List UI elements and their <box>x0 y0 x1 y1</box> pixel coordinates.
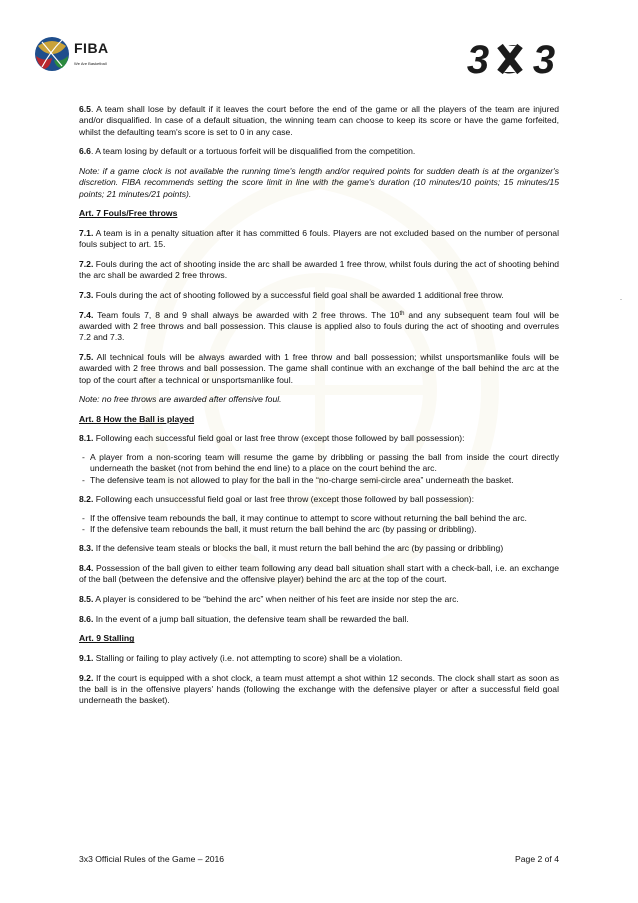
rule-number: 8.2. <box>79 494 94 505</box>
list-item: - A player from a non-scoring team will resume the game by dribbling or passing the ball from inside the court directly underneath the basket (not from behind the end line) to a place on the court behind the arc. <box>79 452 559 475</box>
rule-8-3 <box>79 543 559 554</box>
margin-mark <box>620 299 622 300</box>
rule-text: If the court is equipped with a shot clock, a team must attempt a shot within 12 seconds. The clock shall start as soon as the ball is in the offensive players' hands (following the exchange with the defensive player or after a successful field goal underneath the basket). <box>79 672 559 706</box>
heading-art-8: Art. 8 How the Ball is played <box>79 413 195 424</box>
heading-art-7: Art. 7 Fouls/Free throws <box>79 208 178 219</box>
heading-art-9: Art. 9 Stalling <box>79 633 135 644</box>
rule-text: Team fouls 7, 8 and 9 shall always be awarded with 2 free throws. The 10 <box>93 309 400 320</box>
rule-7-3 <box>79 290 559 301</box>
rule-number: 8.6. <box>79 613 94 624</box>
rule-text: All technical fouls will be always awarded with 1 free throw and ball possession; whilst unsportsmanlike fouls will be awarded with 2 free throws and ball possession. The game shall continue with an exchange of the ball behind the arc at the top of the court after a technical or unsportsmanlike foul. <box>79 351 559 385</box>
list-item: - If the offensive team rebounds the ball, it may continue to attempt to score without returning the ball behind the arc. <box>79 513 559 524</box>
rule-number: 7.1. <box>79 227 94 238</box>
rule-number: 7.5. <box>79 351 94 362</box>
rule-number: 6.6 <box>79 146 91 157</box>
rule-number: 9.1. <box>79 653 94 664</box>
rule-text: . A team shall lose by default if it leaves the court before the end of the game or all the players of the team are injured and/or disqualified. In case of a default situation, the winning team can choose to keep its score or have the game forfeited, whilst the defaulting team's score is set to 0 in any case. <box>79 104 559 137</box>
logo-3x3-icon <box>458 38 562 78</box>
rule-text: A player is considered to be “behind the arc” when neither of his feet are inside nor step the arc. <box>93 594 459 605</box>
rule-7-1 <box>79 228 559 251</box>
fiba-logo <box>32 32 122 76</box>
rule-8-4 <box>79 563 559 586</box>
note-art-6: Note: if a game clock is not available the running time's length and/or required points for sudden death is at the organizer's discretion. FIBA recommends setting the score limit in line with the game's duration (10 minutes/10 points; 15 minutes/15 points; 21 minutes/21 points). <box>79 165 559 199</box>
svg-text:3: 3 <box>532 38 556 78</box>
rule-8-2 <box>79 494 559 505</box>
rule-number: 6.5 <box>79 104 91 114</box>
rule-number: 7.3. <box>79 289 94 300</box>
rule-7-2 <box>79 259 559 282</box>
rule-number: 8.5. <box>79 594 94 605</box>
fiba-wordmark: FIBA <box>74 40 109 56</box>
rule-text: Fouls during the act of shooting inside the arc shall be awarded 1 free throw, whilst fouls during the act of shooting behind the arc shall be awarded 2 free throws. <box>79 258 559 281</box>
rule-8-6 <box>79 614 559 625</box>
rule-text: and any subsequent team foul will be awarded with 2 free throws and ball possession. This clause is applied also to fouls during the act of shooting and overrules 7.2 and 7.3. <box>79 309 559 343</box>
note-art-7: Note: no free throws are awarded after offensive foul. <box>79 394 282 405</box>
rule-8-5 <box>79 594 559 605</box>
rule-text: Following each unsuccessful field goal or last free throw (except those followed by ball possession): <box>93 494 475 505</box>
page-number: Page 2 of 4 <box>515 854 559 864</box>
rules-content <box>79 104 559 715</box>
rule-8-1-list <box>79 452 559 486</box>
rule-number: 9.2. <box>79 672 94 683</box>
rule-number: 8.3. <box>79 543 94 554</box>
rule-9-1 <box>79 653 559 664</box>
rule-text: Possession of the ball given to either team following any dead ball situation shall start with a check-ball, i.e. an exchange of the ball (between the defensive and the offensive player) behind the arc at the top of the court. <box>79 563 559 585</box>
rule-number: 8.4. <box>79 563 94 574</box>
fiba-tagline: We Are Basketball <box>74 61 107 66</box>
rule-number: 8.1. <box>79 433 94 444</box>
rule-7-5 <box>79 352 559 386</box>
logo-3x3 <box>458 38 562 78</box>
rule-text: In the event of a jump ball situation, the defensive team shall be rewarded the ball. <box>93 613 409 624</box>
rule-text: . A team losing by default or a tortuous forfeit will be disqualified from the competition. <box>90 146 416 157</box>
rule-7-4 <box>79 310 559 344</box>
rule-9-2 <box>79 673 559 707</box>
rule-text: Following each successful field goal or last free throw (except those followed by ball possession): <box>93 433 465 444</box>
rule-text: Stalling or failing to play actively (i.e. not attempting to score) shall be a violation. <box>93 653 403 664</box>
rule-text: A team is in a penalty situation after it has committed 6 fouls. Players are not excluded based on the number of personal fouls subject to art. 15. <box>79 227 559 250</box>
rule-text: Fouls during the act of shooting followed by a successful field goal shall be awarded 1 additional free throw. <box>93 289 504 300</box>
rule-number: 7.4. <box>79 309 94 320</box>
rule-number: 7.2. <box>79 258 94 269</box>
superscript: th <box>399 310 405 317</box>
rule-8-2-list <box>79 513 559 536</box>
rule-8-1 <box>79 433 559 444</box>
svg-text:3: 3 <box>466 38 490 78</box>
list-item: - The defensive team is not allowed to play for the ball in the “no-charge semi-circle area” underneath the basket. <box>79 475 559 486</box>
footer-title: 3x3 Official Rules of the Game – 2016 <box>79 854 225 864</box>
list-item: - If the defensive team rebounds the ball, it must return the ball behind the arc (by passing or dribbling). <box>79 524 559 535</box>
rule-6-5 <box>79 104 559 138</box>
rule-6-6 <box>79 146 559 157</box>
rule-text: If the defensive team steals or blocks the ball, it must return the ball behind the arc (by passing or dribbling) <box>93 543 504 554</box>
